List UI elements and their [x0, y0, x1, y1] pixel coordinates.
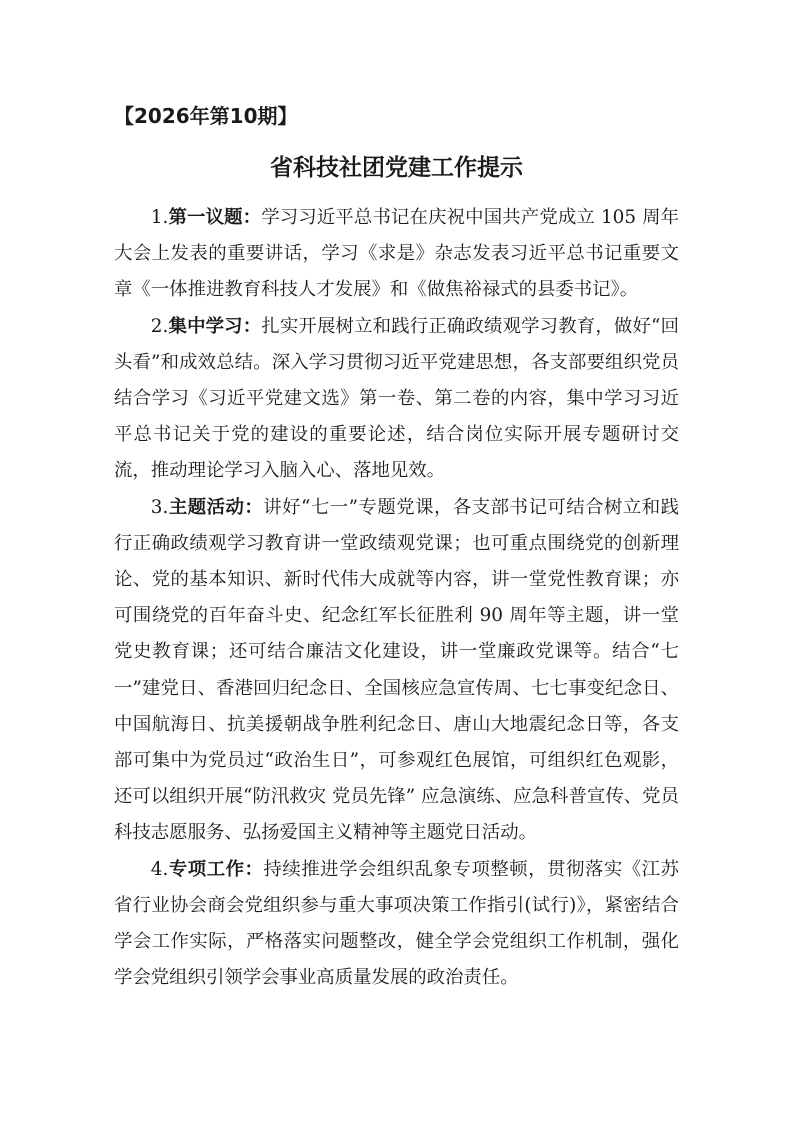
item-heading: 集中学习：	[168, 315, 262, 337]
item-text: 讲好“七一”专题党课，各支部书记可结合树立和践行正确政绩观学习教育讲一堂政绩观党课；也可重点围绕党的创新理论、党的基本知识、新时代伟大成就等内容，讲一堂党性教育课；亦可围绕党的百年奋斗史、纪念红军长征胜利 90 周年等主题，讲一堂党史教育课；还可结合廉洁文化建设，讲一堂廉政党课等。结合“七一”建党日、香港回归纪念日、全国核应急宣传周、七七事变纪念日、中国航海日、抗美援朝战争胜利纪念日、唐山大地震纪念日等，各支部可集中为党员过“政治生日”，可参观红色展馆，可组织红色观影，还可以组织开展“防汛救灾 党员先锋” 应急演练、应急科普宣传、党员科技志愿服务、弘扬爱国主义精神等主题党日活动。	[114, 496, 679, 844]
item-number: 4.	[150, 858, 169, 880]
item-number: 2.	[150, 315, 169, 337]
paragraph-theme-activities	[114, 490, 679, 852]
item-heading: 第一议题：	[168, 207, 262, 228]
item-number: 1.	[150, 207, 169, 228]
item-number: 3.	[150, 496, 169, 518]
document-title: 省科技社团党建工作提示	[270, 155, 523, 181]
document-body	[114, 200, 679, 996]
item-text: 学习习近平总书记在庆祝中国共产党成立 105 周年大会上发表的重要讲话，学习《求是》杂志发表习近平总书记重要文章《一体推进教育科技人才发展》和《做焦裕禄式的县委书记》。	[114, 207, 679, 301]
issue-number: 【2026年第10期】	[114, 104, 298, 128]
paragraph-first-agenda	[114, 200, 679, 309]
paragraph-centralized-study	[114, 309, 679, 490]
item-text: 持续推进学会组织乱象专项整顿，贯彻落实《江苏省行业协会商会党组织参与重大事项决策工作指引(试行)》，紧密结合学会工作实际，严格落实问题整改，健全学会党组织工作机制，强化学会党组织引领学会事业高质量发展的政治责任。	[114, 858, 679, 989]
paragraph-special-work	[114, 852, 679, 997]
item-heading: 主题活动：	[168, 496, 264, 518]
item-heading: 专项工作：	[168, 858, 264, 880]
item-text: 扎实开展树立和践行正确政绩观学习教育，做好“回头看”和成效总结。深入学习贯彻习近平党建思想，各支部要组织党员结合学习《习近平党建文选》第一卷、第二卷的内容，集中学习习近平总书记关于党的建设的重要论述，结合岗位实际开展专题研讨交流，推动理论学习入脑入心、落地见效。	[114, 315, 679, 482]
